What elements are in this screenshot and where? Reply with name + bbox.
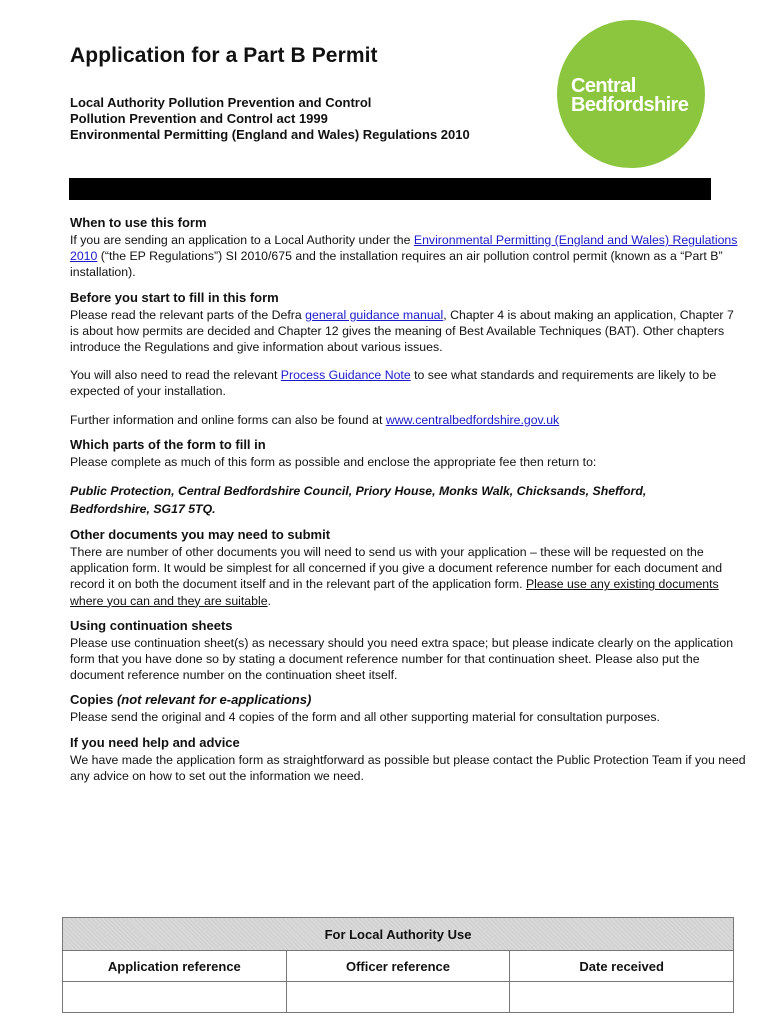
section-text-other: [70, 544, 746, 609]
section-text-copies: Please send the original and 4 copies of the form and all other supporting material for consultation purposes.: [70, 710, 660, 725]
officer-reference-cell[interactable]: [286, 982, 510, 1013]
return-address: Public Protection, Central Bedfordshire Council, Priory House, Monks Walk, Chicksands, Shefford, Bedfordshire, SG17 5TQ.: [70, 484, 647, 517]
text-span: You will also need to read the relevant: [70, 368, 281, 383]
column-application-reference: Application reference: [63, 951, 287, 982]
ep-regulations-link[interactable]: Environmental Permitting (England and Wales) Regulations 2010: [70, 233, 738, 264]
text-span: (“the EP Regulations”) SI 2010/675 and the installation requires an air pollution control permit (known as a “Part B” installation).: [70, 249, 723, 280]
section-heading-continuation: Using continuation sheets: [70, 617, 233, 633]
text-span: Copies: [70, 692, 117, 708]
text-span: to see what standards and requirements are likely to be expected of your installation.: [70, 368, 717, 399]
logo-text-line-1: Central: [571, 75, 636, 97]
section-text-when: [70, 232, 746, 281]
text-span: , Chapter 4 is about making an application, Chapter 7 is about how permits are decided and Chapter 12 gives the meaning of Best Available Techniques (BAT). Other chapters introduce the Regulations and give information about various issues.: [70, 307, 734, 355]
council-website-link[interactable]: www.centralbedfordshire.gov.uk: [385, 412, 560, 427]
section-heading-when: When to use this form: [70, 215, 207, 230]
logo-text-line-2: Bedfordshire: [571, 94, 689, 116]
italic-text: (not relevant for e-applications): [116, 692, 312, 708]
text-span: Please read the relevant parts of the Defra: [70, 307, 306, 322]
section-heading-before: Before you start to fill in this form: [70, 289, 279, 305]
text-span: If you are sending an application to a Local Authority under the: [70, 233, 414, 247]
column-date-received: Date received: [510, 951, 734, 982]
section-heading-copies: [70, 691, 746, 709]
section-text-before-1: [70, 307, 746, 356]
section-heading-which: Which parts of the form to fill in: [70, 436, 266, 452]
local-authority-use-table: [62, 917, 734, 1013]
section-text-help: We have made the application form as straightforward as possible but please contact the Public Protection Team if you need any advice on how to set out the information we need.: [70, 752, 746, 783]
section-text-which: Please complete as much of this form as possible and enclose the appropriate fee then return to:: [70, 454, 597, 469]
page-title: Application for a Part B Permit: [70, 44, 378, 67]
subtitle-line-1: Local Authority Pollution Prevention and Control: [70, 95, 372, 110]
guidance-content: [70, 214, 746, 784]
process-guidance-note-link[interactable]: Process Guidance Note: [280, 368, 411, 383]
table-heading: For Local Authority Use: [63, 918, 734, 951]
date-received-cell[interactable]: [510, 982, 734, 1013]
section-heading-help: If you need help and advice: [70, 734, 240, 750]
section-text-before-3: [70, 412, 746, 428]
subtitle-line-2: Pollution Prevention and Control act 1999: [70, 111, 328, 126]
text-span: There are number of other documents you will need to send us with your application – these will be requested on the application form. It would be simplest for all concerned if you give a document reference number for each document and record it on both the document itself and in the relevant part of the application form.: [70, 545, 723, 592]
guidance-manual-link[interactable]: general guidance manual: [305, 307, 444, 322]
section-text-before-2: [70, 367, 746, 399]
header-divider-bar: [69, 178, 711, 200]
column-officer-reference: Officer reference: [286, 951, 510, 982]
text-span: Further information and online forms can also be found at: [70, 412, 386, 427]
section-heading-other: Other documents you may need to submit: [70, 527, 331, 543]
section-text-continuation: Please use continuation sheet(s) as necessary should you need extra space; but please indicate clearly on the application form that you have done so by stating a document reference number for that continuation sheet. Please also put the document reference number on the continuation sheet itself.: [70, 635, 734, 683]
text-span: .: [267, 593, 271, 608]
underlined-text: Please use any existing documents where you can and they are suitable: [70, 577, 719, 608]
application-reference-cell[interactable]: [63, 982, 287, 1013]
subtitle-line-3: Environmental Permitting (England and Wales) Regulations 2010: [70, 127, 470, 142]
legislation-subtitles: [70, 95, 470, 143]
central-bedfordshire-logo: [557, 20, 705, 168]
